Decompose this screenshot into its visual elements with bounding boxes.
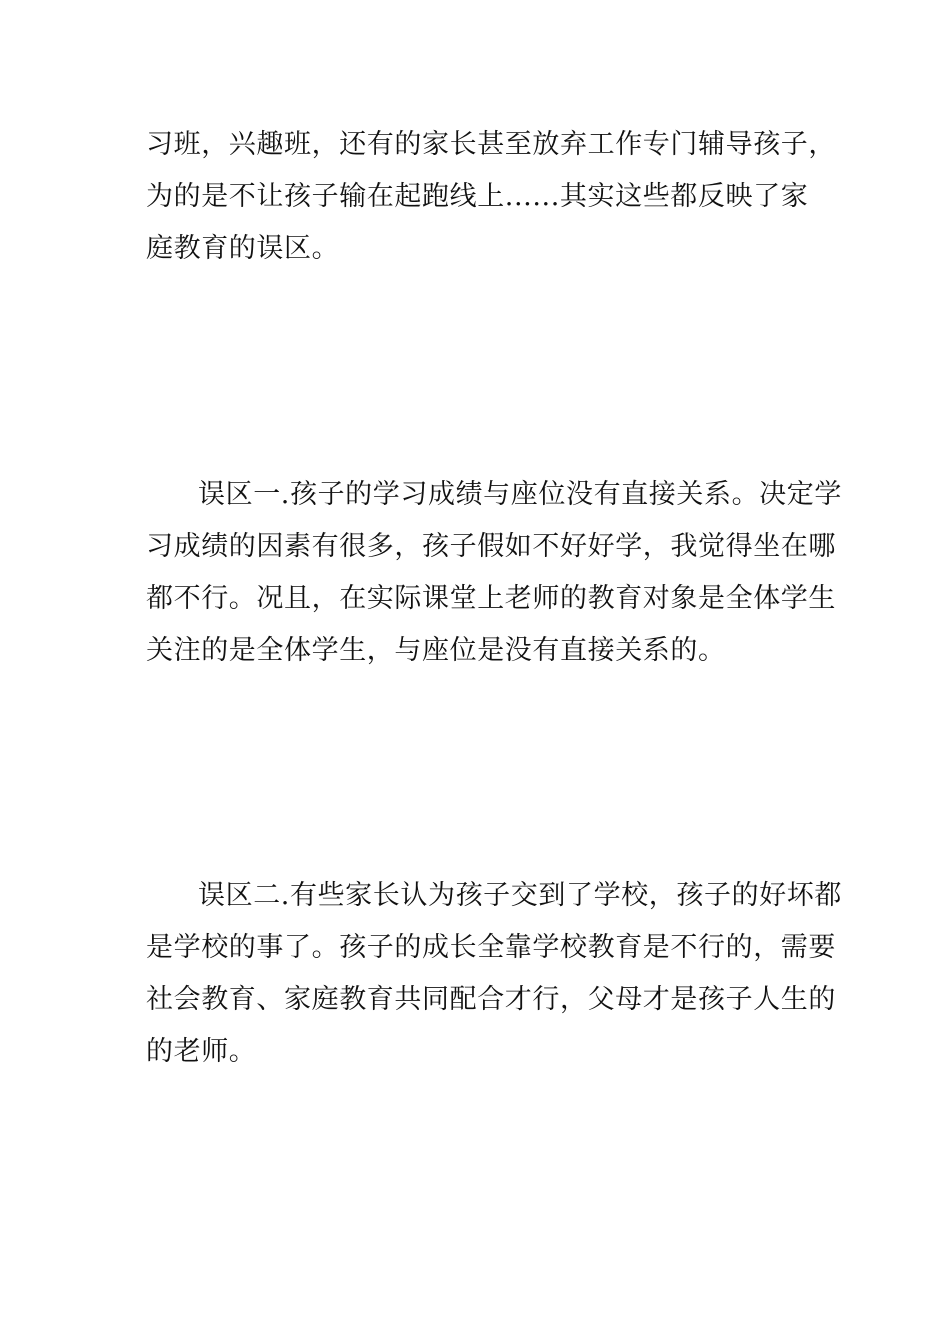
text-line: 误区一.孩子的学习成绩与座位没有直接关系。决定学: [198, 479, 842, 510]
text-line: 为的是不让孩子输在起跑线上......其实这些都反映了家: [146, 181, 809, 212]
text-line: 习成绩的因素有很多，孩子假如不好好学，我觉得坐在哪: [146, 531, 836, 562]
text-line: 的老师。: [146, 1036, 257, 1067]
text-line: 误区二.有些家长认为孩子交到了学校，孩子的好坏都: [198, 880, 842, 911]
paragraph-misconception-two: [146, 870, 842, 1078]
text-line: 关注的是全体学生，与座位是没有直接关系的。: [146, 635, 726, 666]
paragraph-intro-continuation: [146, 119, 836, 275]
text-line: 社会教育、家庭教育共同配合才行，父母才是孩子人生的: [146, 984, 836, 1015]
text-line: 是学校的事了。孩子的成长全靠学校教育是不行的，需要: [146, 932, 836, 963]
text-line: 习班，兴趣班，还有的家长甚至放弃工作专门辅导孩子，: [146, 129, 836, 160]
paragraph-misconception-one: [146, 469, 842, 677]
text-line: 庭教育的误区。: [146, 233, 340, 264]
text-line: 都不行。况且，在实际课堂上老师的教育对象是全体学生: [146, 583, 836, 614]
